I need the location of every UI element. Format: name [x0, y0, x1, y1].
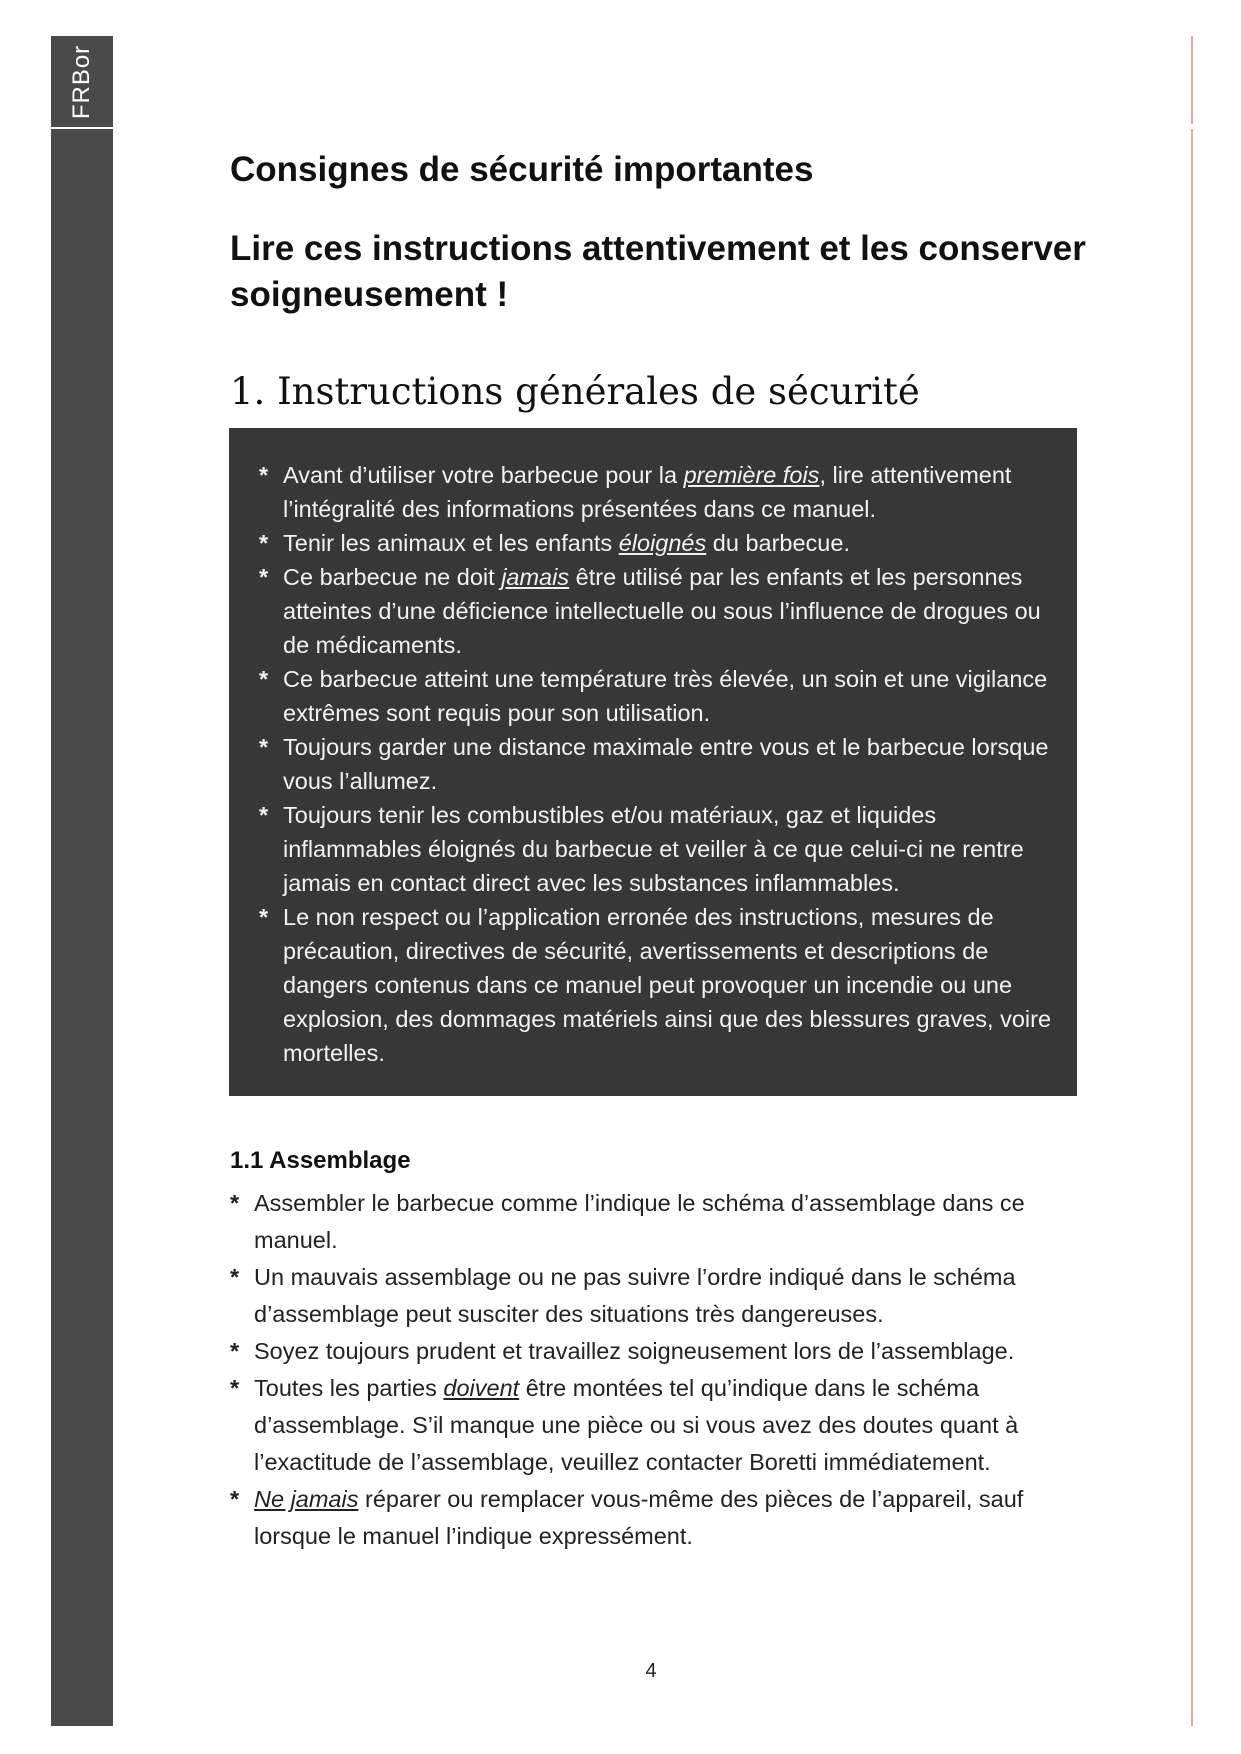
page-number: 4: [645, 1660, 657, 1682]
bullet-icon: *: [230, 1375, 240, 1401]
bullet-icon: *: [259, 734, 269, 760]
list-item: [259, 730, 1057, 798]
general-safety-box: [229, 428, 1077, 1096]
item-emphasis: éloignés: [618, 530, 707, 556]
list-item: [259, 526, 1057, 560]
bullet-icon: *: [259, 530, 269, 556]
bullet-icon: *: [230, 1264, 240, 1290]
list-item: [259, 560, 1057, 662]
bullet-icon: *: [259, 802, 269, 828]
list-item: [230, 1333, 1060, 1370]
list-item: [230, 1481, 1060, 1555]
item-text: Avant d’utiliser votre barbecue pour la: [283, 462, 684, 488]
item-emphasis: Ne jamais: [254, 1486, 359, 1512]
edge-line-bottom: [1191, 129, 1193, 1726]
list-item: [259, 900, 1057, 1070]
item-text: Assembler le barbecue comme l’indique le schéma d’assemblage dans ce manuel.: [254, 1190, 1025, 1253]
item-text: Le non respect ou l’application erronée des instructions, mesures de précaution, directives de sécurité, avertissements et descriptions de dangers contenus dans ce manuel peut provoquer un incendie ou une explosion, des dommages matériels ainsi que des blessures graves, voire mortelles.: [283, 904, 1052, 1066]
item-text: , lire attentivement l’intégralité des informations présentées dans ce manuel.: [283, 462, 1012, 522]
section-heading-assembly: 1.1 Assemblage: [230, 1147, 411, 1174]
item-text: Un mauvais assemblage ou ne pas suivre l’ordre indiqué dans le schéma d’assemblage peut susciter des situations très dangereuses.: [254, 1264, 1016, 1327]
item-text: Ce barbecue ne doit: [283, 564, 502, 590]
page-subtitle: Lire ces instructions attentivement et les conserver soigneusement !: [230, 229, 1086, 314]
item-emphasis: jamais: [501, 564, 570, 590]
list-item: [230, 1370, 1060, 1481]
item-text: réparer ou remplacer vous-même des pièces de l’appareil, sauf lorsque le manuel l’indique expressément.: [254, 1486, 1024, 1549]
side-bar: [51, 129, 113, 1726]
bullet-icon: *: [259, 904, 269, 930]
bullet-icon: *: [230, 1190, 240, 1216]
item-text: Toutes les parties: [254, 1375, 444, 1401]
bullet-icon: *: [230, 1486, 240, 1512]
item-text: Soyez toujours prudent et travaillez soigneusement lors de l’assemblage.: [254, 1338, 1015, 1364]
bullet-icon: *: [230, 1338, 240, 1364]
item-text: Ce barbecue atteint une température très élevée, un soin et une vigilance extrêmes sont requis pour son utilisation.: [283, 666, 1048, 726]
list-item: [259, 662, 1057, 730]
section-heading-general-safety: 1. Instructions générales de sécurité: [230, 370, 920, 413]
side-tab: [51, 36, 113, 127]
item-text: Toujours tenir les combustibles et/ou matériaux, gaz et liquides inflammables éloignés du barbecue et veiller à ce que celui-ci ne rentre jamais en contact direct avec les substances inflammables.: [283, 802, 1024, 896]
list-item: [230, 1185, 1060, 1259]
bullet-icon: *: [259, 666, 269, 692]
item-emphasis: première fois: [683, 462, 820, 488]
assembly-list: [230, 1185, 1060, 1555]
side-tab-label: FRBor: [68, 44, 95, 119]
bullet-icon: *: [259, 462, 269, 488]
item-text: Toujours garder une distance maximale entre vous et le barbecue lorsque vous l’allumez.: [283, 734, 1049, 794]
general-safety-list: [259, 458, 1057, 1070]
page-title: Consignes de sécurité importantes: [230, 150, 814, 189]
list-item: [259, 458, 1057, 526]
item-emphasis: doivent: [443, 1375, 520, 1401]
item-text: être utilisé par les enfants et les personnes atteintes d’une déficience intellectuelle ou sous l’influence de drogues ou de médicaments.: [283, 564, 1041, 658]
edge-line-top: [1191, 36, 1193, 124]
bullet-icon: *: [259, 564, 269, 590]
item-text: Tenir les animaux et les enfants: [283, 530, 619, 556]
item-text: du barbecue.: [706, 530, 850, 556]
item-text: être montées tel qu’indique dans le schéma d’assemblage. S’il manque une pièce ou si vous avez des doutes quant à l’exactitude de l’assemblage, veuillez contacter Boretti immédiatement.: [254, 1375, 1019, 1475]
list-item: [230, 1259, 1060, 1333]
list-item: [259, 798, 1057, 900]
